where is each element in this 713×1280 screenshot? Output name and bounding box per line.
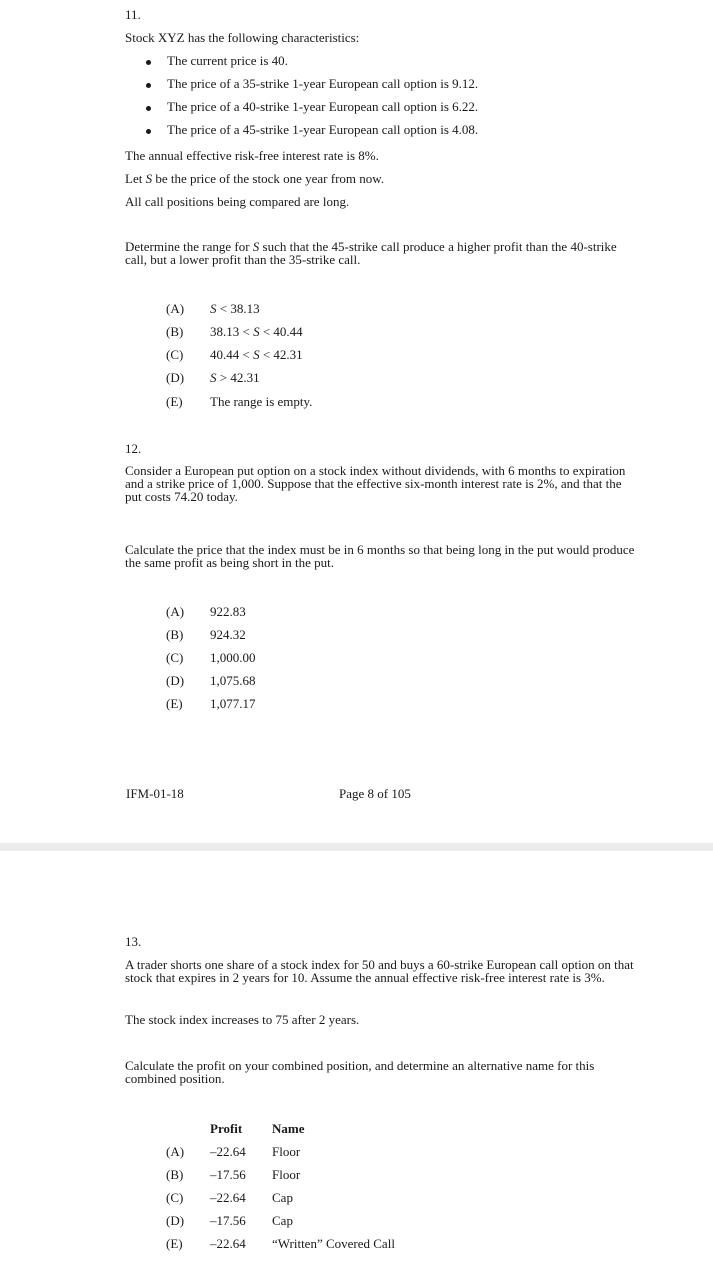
- option-letter: (C): [166, 1190, 184, 1205]
- option-profit: –22.64: [210, 1236, 246, 1251]
- let-statement: Let S be the price of the stock one year from now.: [125, 171, 385, 186]
- option-text: The range is empty.: [210, 394, 313, 409]
- option-letter: (A): [166, 1144, 185, 1159]
- page-separator: [0, 843, 713, 851]
- increase-statement: The stock index increases to 75 after 2 years.: [125, 1012, 360, 1027]
- question-number: 13.: [125, 934, 142, 949]
- option-profit: –17.56: [210, 1213, 246, 1228]
- question-body: A trader shorts one share of a stock index for 50 and buys a 60-strike European call option on that stock that expires in 2 years for 10. Assume the annual effective risk-free interest rate is 3%.: [125, 957, 634, 985]
- option-name: Cap: [272, 1190, 293, 1205]
- question-body: Consider a European put option on a stock index without dividends, with 6 months to expiration and a strike price of 1,000. Suppose that the effective six-month interest rate is 2%, and that the put costs 74.20 today.: [125, 463, 626, 504]
- option-letter: (B): [166, 324, 184, 339]
- option-text: 1,077.17: [210, 696, 256, 711]
- option-letter: (C): [166, 650, 184, 665]
- option-letter: (E): [166, 696, 183, 711]
- option-text: 924.32: [210, 627, 246, 642]
- option-text: 38.13 < S < 40.44: [210, 324, 303, 339]
- option-profit: –17.56: [210, 1167, 246, 1182]
- option-letter: (E): [166, 394, 183, 409]
- option-letter: (B): [166, 627, 184, 642]
- question-intro: Stock XYZ has the following characteristics:: [125, 30, 360, 45]
- bullet-item: The price of a 45-strike 1-year European call option is 4.08.: [167, 122, 479, 137]
- doc-code: IFM-01-18: [126, 786, 184, 801]
- rate-statement: The annual effective risk-free interest rate is 8%.: [125, 148, 379, 163]
- profit-header: Profit: [210, 1121, 243, 1136]
- question-number: 12.: [125, 441, 142, 456]
- option-name: Floor: [272, 1167, 301, 1182]
- question-prompt: Calculate the profit on your combined position, and determine an alternative name for this combined position.: [125, 1058, 595, 1086]
- name-header: Name: [272, 1121, 305, 1136]
- bullet-item: The price of a 35-strike 1-year European call option is 9.12.: [167, 76, 479, 91]
- question-number: 11.: [125, 7, 141, 22]
- option-text: S < 38.13: [210, 301, 260, 316]
- option-text: S > 42.31: [210, 370, 260, 385]
- option-letter: (C): [166, 347, 184, 362]
- option-letter: (E): [166, 1236, 183, 1251]
- long-note: All call positions being compared are long.: [125, 194, 350, 209]
- option-letter: (D): [166, 673, 185, 688]
- option-letter: (D): [166, 370, 185, 385]
- option-name: “Written” Covered Call: [272, 1236, 395, 1251]
- bullet-icon: [146, 83, 151, 88]
- option-profit: –22.64: [210, 1190, 246, 1205]
- option-text: 1,075.68: [210, 673, 256, 688]
- page-9: [0, 851, 713, 1280]
- option-text: 40.44 < S < 42.31: [210, 347, 303, 362]
- bullet-item: The price of a 40-strike 1-year European call option is 6.22.: [167, 99, 479, 114]
- bullet-icon: [146, 60, 151, 65]
- bullet-icon: [146, 129, 151, 134]
- bullet-icon: [146, 106, 151, 111]
- option-letter: (B): [166, 1167, 184, 1182]
- option-text: 1,000.00: [210, 650, 256, 665]
- option-letter: (A): [166, 604, 185, 619]
- question-prompt: Determine the range for S such that the 45-strike call produce a higher profit than the 40-strike call, but a lower profit than the 35-strike call.: [125, 239, 617, 267]
- option-profit: –22.64: [210, 1144, 246, 1159]
- option-name: Cap: [272, 1213, 293, 1228]
- page-number: Page 8 of 105: [339, 786, 411, 801]
- option-name: Floor: [272, 1144, 301, 1159]
- option-letter: (D): [166, 1213, 185, 1228]
- option-text: 922.83: [210, 604, 246, 619]
- option-letter: (A): [166, 301, 185, 316]
- bullet-item: The current price is 40.: [167, 53, 288, 68]
- question-prompt: Calculate the price that the index must be in 6 months so that being long in the put would produce the same profit as being short in the put.: [125, 542, 635, 570]
